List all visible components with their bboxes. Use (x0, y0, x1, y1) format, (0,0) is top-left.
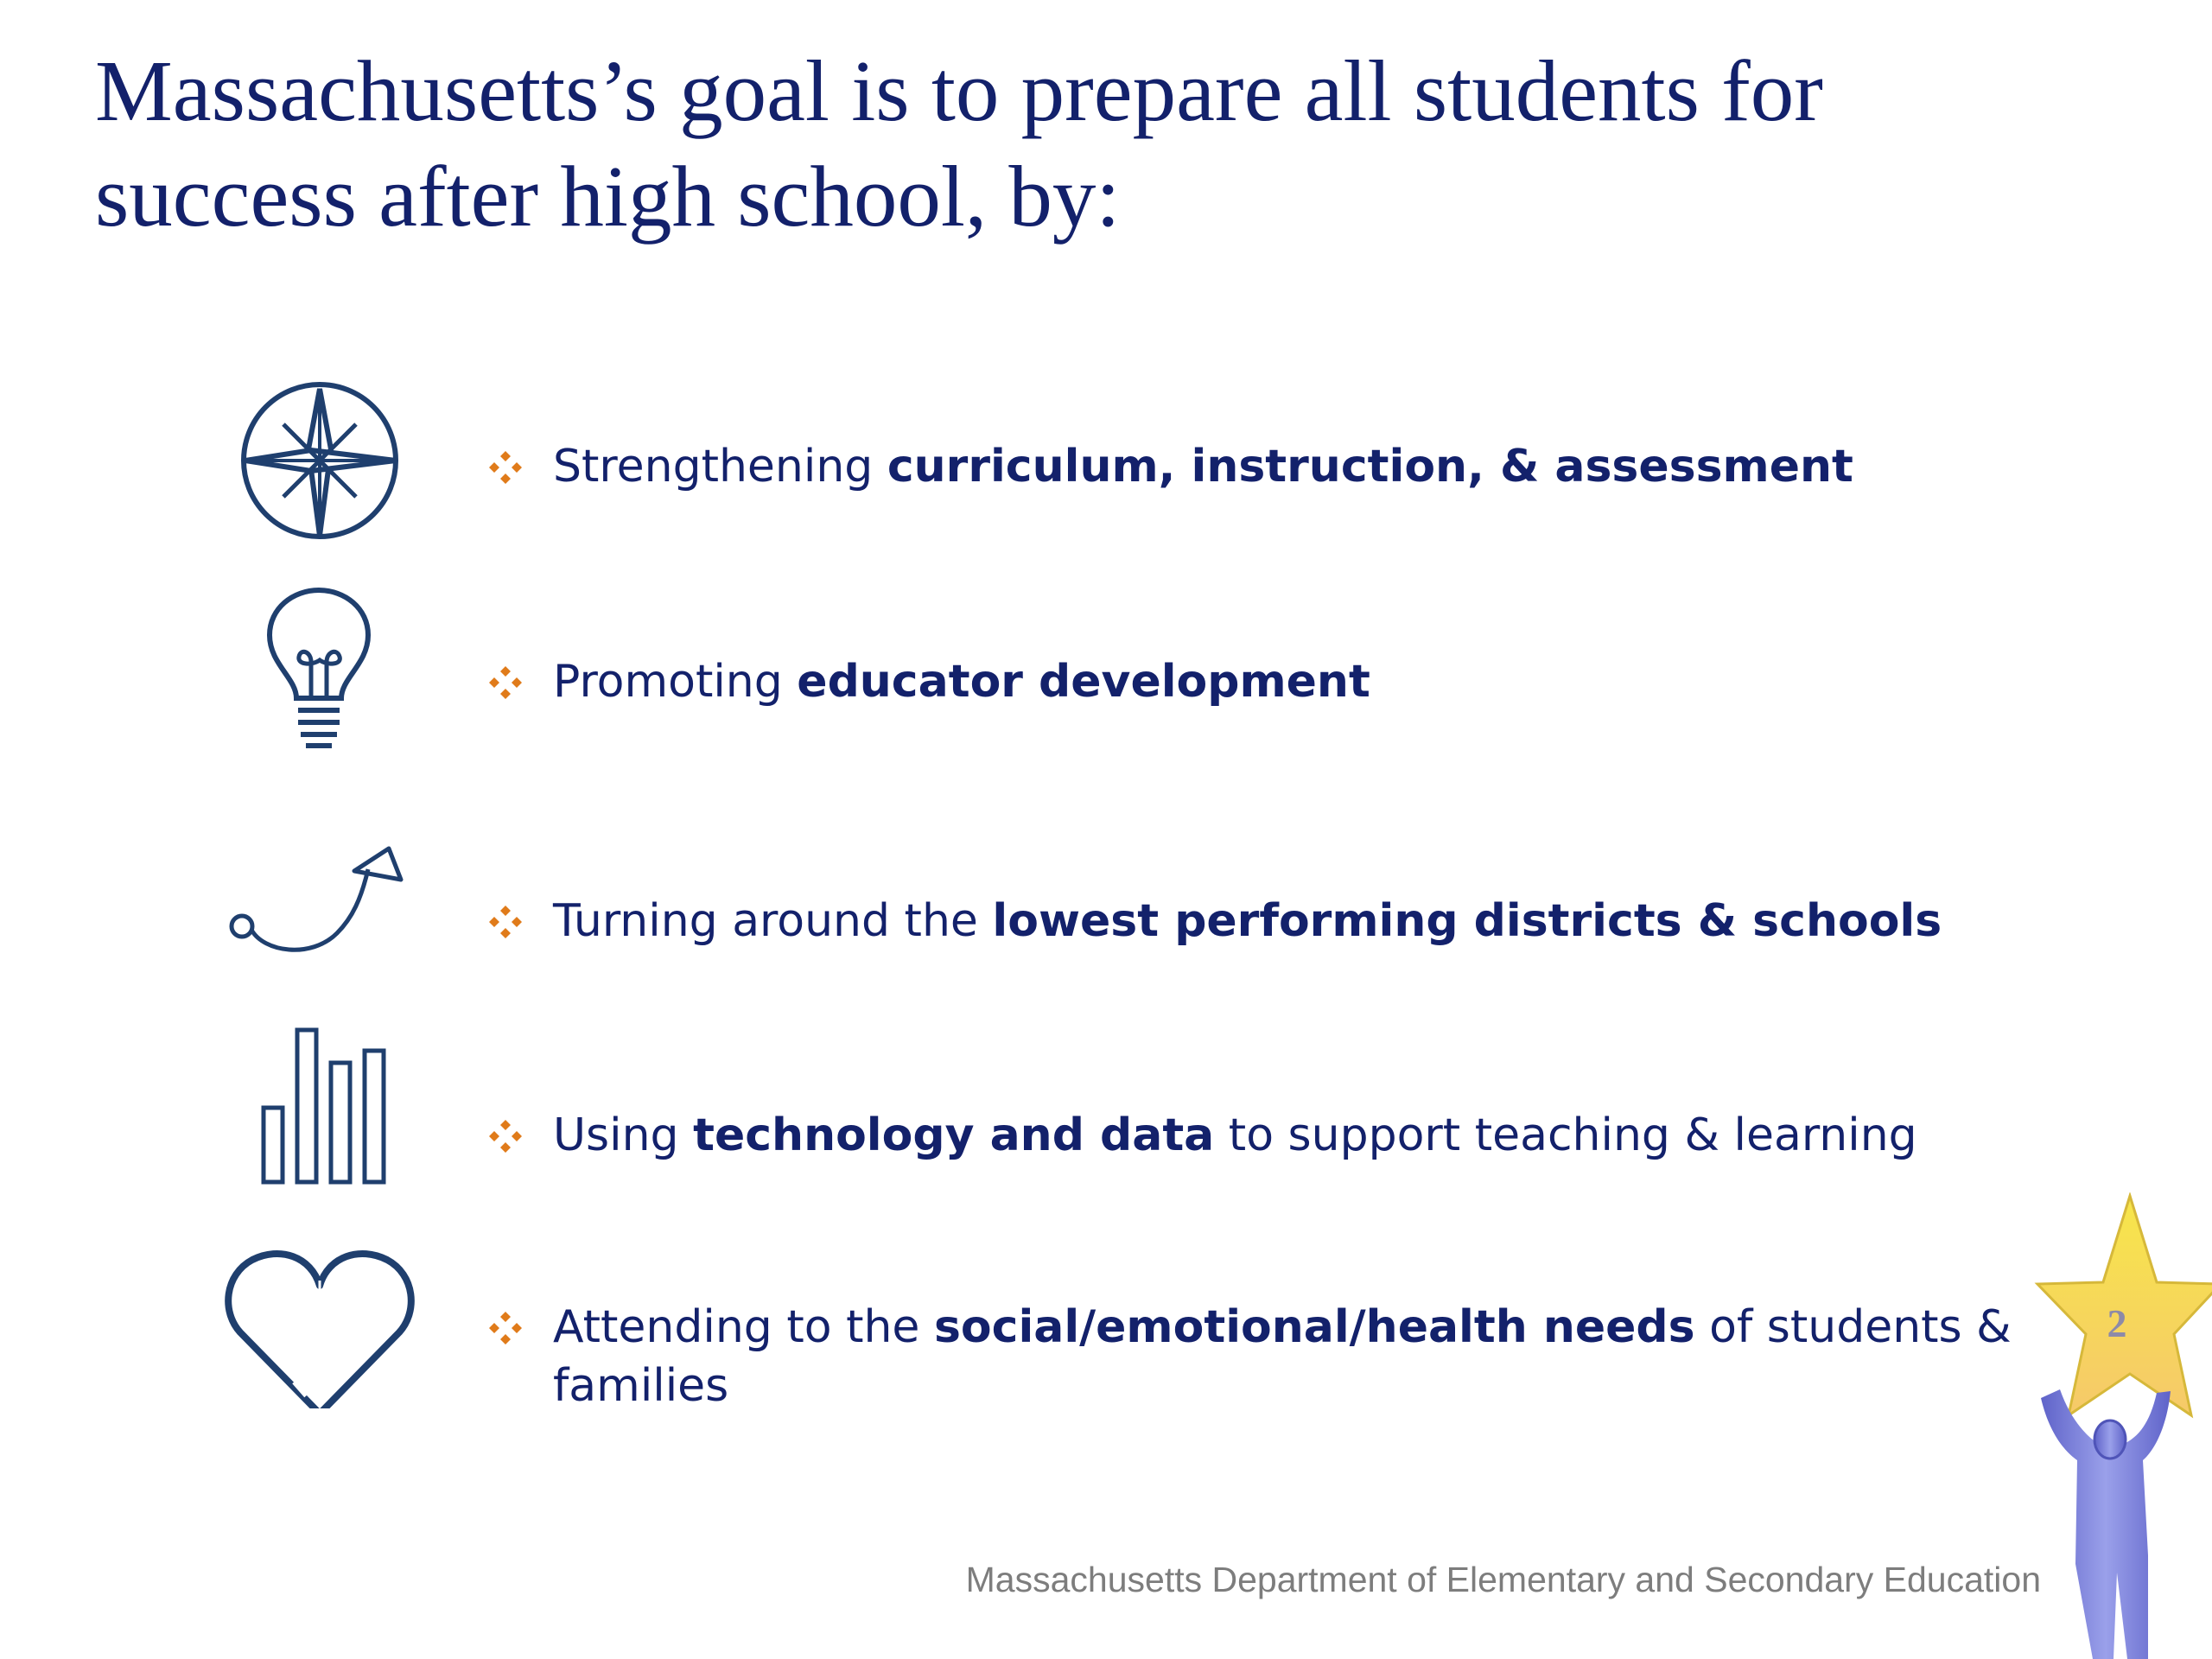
slide-title: Massachusetts’s goal is to prepare all students for success after high school, by: (95, 42, 1823, 245)
goal-text-part: Using (553, 1109, 694, 1161)
goal-text-part: to support teaching & learning (1214, 1109, 1917, 1161)
upward-arrow-icon (216, 830, 423, 1002)
footer-organization: Massachusetts Department of Elementary and Secondary Education (965, 1560, 2041, 1599)
lightbulb-icon (216, 588, 423, 760)
goal-text (553, 1298, 2013, 1415)
goal-text (553, 437, 2022, 496)
goal-text-part: of students & families (553, 1301, 2012, 1412)
goal-item (0, 588, 2212, 760)
heart-icon (216, 1236, 423, 1408)
goal-text-part: Strengthening (553, 441, 887, 493)
goal-text-bold: social/emotional/health needs (933, 1301, 1695, 1353)
goal-text-bold: technology and data (693, 1109, 1215, 1161)
goal-text (553, 1106, 2022, 1165)
goal-item (0, 1236, 2212, 1412)
goal-text-bold: educator development (797, 656, 1370, 708)
page-number: 2 (2107, 1301, 2127, 1345)
bullet-icon (484, 900, 527, 944)
bullet-icon (484, 661, 527, 704)
goal-text (553, 652, 2022, 711)
goal-text-part: Attending to the (553, 1301, 934, 1353)
bullet-icon (484, 1306, 527, 1350)
goal-text-bold: curriculum, instruction, & assessment (887, 441, 1853, 493)
bullet-icon (484, 446, 527, 489)
compass-icon (216, 372, 423, 544)
bar-chart-icon (216, 1020, 423, 1192)
goal-item (0, 1020, 2212, 1192)
goal-text-bold: lowest performing districts & schools (992, 895, 1942, 947)
goal-item (0, 830, 2212, 1002)
goal-text-part: Turning around the (553, 895, 993, 947)
goal-text (553, 892, 2022, 950)
goal-item (0, 372, 2212, 544)
goal-text-part: Promoting (553, 656, 798, 708)
bullet-icon (484, 1115, 527, 1158)
